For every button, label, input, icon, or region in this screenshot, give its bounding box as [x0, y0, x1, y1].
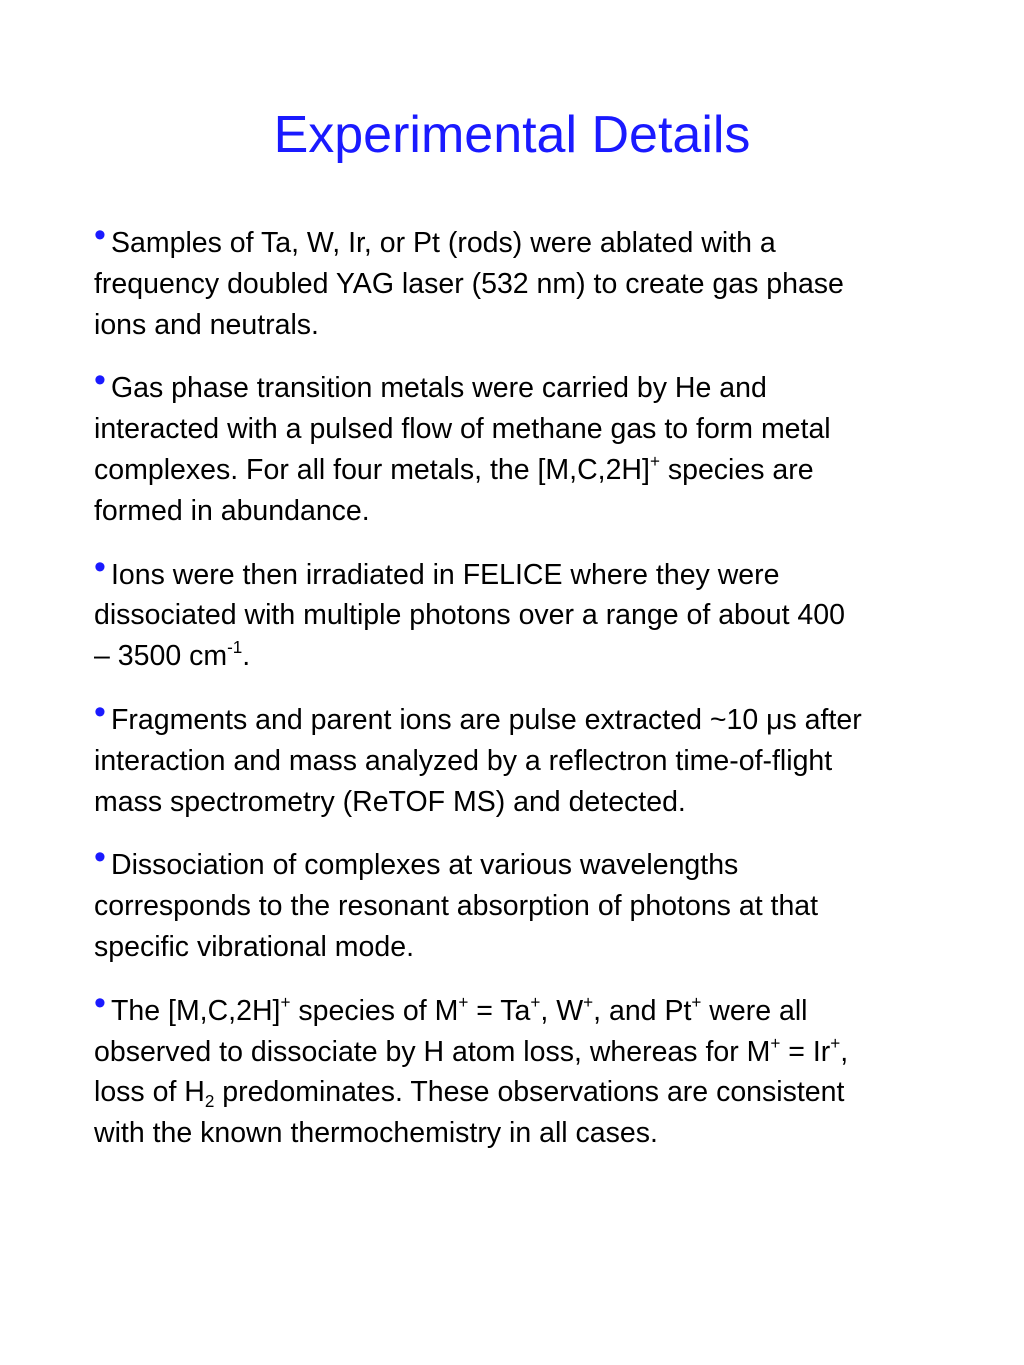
text-run: observed to dissociate by H atom loss, whereas for M	[94, 1035, 771, 1068]
bullet-text-line	[94, 454, 814, 486]
text-run: – 3500 cm	[94, 640, 228, 673]
bullet-text-line: Gas phase transition metals were carried by He and	[111, 372, 767, 405]
text-run: = Ta	[468, 994, 531, 1027]
bullet-text-line: Dissociation of complexes at various wavelengths	[111, 849, 739, 882]
text-run: complexes. For all four metals, the [M,C,2H]	[94, 453, 650, 486]
text-run: = Ir	[780, 1035, 831, 1068]
subscript: 2	[204, 1092, 215, 1112]
bullet-item	[94, 547, 944, 677]
text-run: species are	[659, 453, 814, 486]
slide-title: Experimental Details	[273, 106, 751, 164]
bullet-text-line: ions and neutrals.	[94, 308, 319, 341]
bullet-dot-icon: •	[94, 838, 106, 877]
bullet-text-line: mass spectrometry (ReTOF MS) and detected.	[94, 785, 686, 818]
bullet-text-line: corresponds to the resonant absorption of photons at that	[94, 890, 819, 923]
bullet-text-line: dissociated with multiple photons over a range of about 400	[94, 599, 845, 632]
bullet-item	[94, 692, 944, 822]
bullet-item	[94, 983, 944, 1154]
superscript: -1	[227, 638, 243, 658]
bullet-dot-icon: •	[94, 692, 106, 731]
text-run: .	[242, 640, 251, 673]
bullet-text-line: frequency doubled YAG laser (532 nm) to create gas phase	[94, 267, 844, 300]
bullet-text-line	[94, 640, 250, 672]
text-run: predominates. These observations are consistent	[214, 1076, 845, 1109]
bullet-text-line	[94, 1033, 849, 1068]
bullet-text-line: Ions were then irradiated in FELICE where they were	[111, 558, 780, 591]
bullet-dot-icon: •	[94, 547, 106, 586]
bullet-dot-icon: •	[94, 983, 106, 1022]
text-run: species of M	[290, 994, 459, 1027]
superscript: +	[770, 1033, 781, 1053]
bullet-text-line: Samples of Ta, W, Ir, or Pt (rods) were ablated with a	[111, 227, 776, 259]
superscript: +	[583, 992, 594, 1012]
text-run: ,	[840, 1035, 849, 1068]
bullet-text-line	[94, 1076, 845, 1112]
text-run: , W	[540, 994, 584, 1027]
bullet-text-line	[111, 992, 808, 1027]
superscript: +	[830, 1033, 841, 1053]
text-run: loss of H	[94, 1076, 205, 1109]
bullet-text-line: interacted with a pulsed flow of methane gas to form metal	[94, 413, 831, 446]
bullet-text-line: formed in abundance.	[94, 494, 370, 527]
bullet-item	[94, 216, 944, 345]
bullet-text-line: with the known thermochemistry in all cases.	[94, 1117, 658, 1150]
text-run: The [M,C,2H]	[111, 994, 281, 1027]
bullet-dot-icon: •	[94, 361, 106, 400]
bullet-item	[94, 361, 944, 531]
superscript: +	[280, 992, 291, 1012]
bullet-text-line: Fragments and parent ions are pulse extracted ~10 μs after	[111, 703, 862, 736]
text-run: , and Pt	[593, 994, 692, 1027]
bullet-item	[94, 838, 944, 967]
bullet-text-line: specific vibrational mode.	[94, 930, 414, 963]
superscript: +	[458, 992, 469, 1012]
superscript: +	[530, 992, 541, 1012]
superscript: +	[691, 992, 702, 1012]
bullet-dot-icon: •	[94, 216, 106, 254]
bullet-list	[94, 216, 944, 1177]
text-run: were all	[701, 994, 808, 1027]
superscript: +	[649, 452, 660, 472]
bullet-text-line: interaction and mass analyzed by a reflectron time-of-flight	[94, 744, 833, 777]
